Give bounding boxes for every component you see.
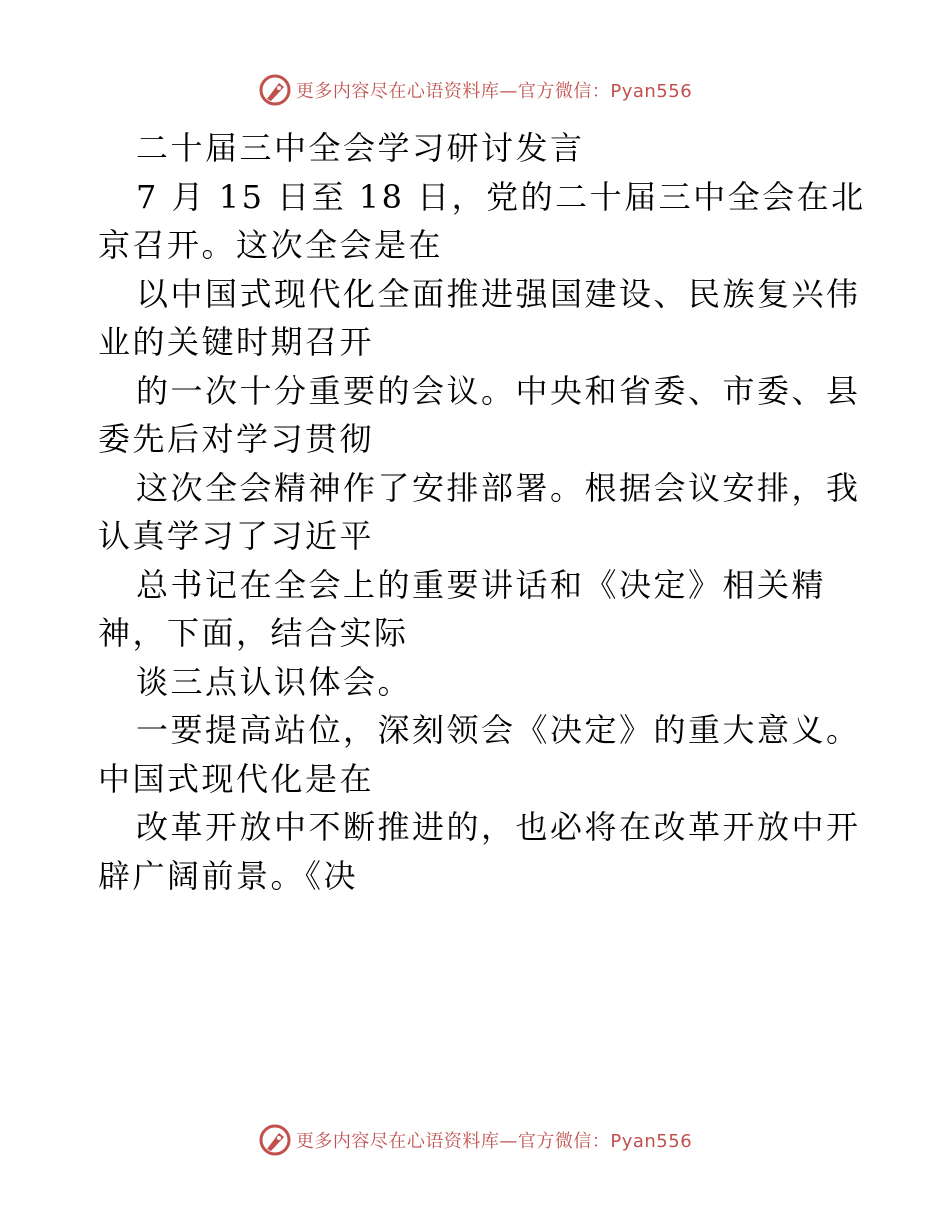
paragraph-line: 改革开放中不断推进的，也必将在改革开放中开 — [136, 808, 861, 846]
watermark-text: 更多内容尽在心语资料库—官方微信：Pyan556 — [295, 81, 693, 102]
paragraph-line: 总书记在全会上的重要讲话和《决定》相关精 — [136, 565, 827, 604]
document-title: 二十届三中全会学习研讨发言 — [136, 129, 585, 167]
document-body — [98, 124, 866, 900]
paragraph-line: 业的关键时期召开 — [98, 323, 375, 361]
paragraph-line: 神，下面，结合实际 — [98, 614, 409, 652]
paragraph-line: 一要提高站位，深刻领会《决定》的重大意义。 — [136, 711, 861, 749]
paragraph-line: 谈三点认识体会。 — [136, 662, 413, 701]
pen-nib-logo-icon — [258, 73, 292, 107]
footer-watermark — [0, 1122, 950, 1158]
paragraph-line: 京召开。这次全会是在 — [98, 226, 444, 264]
paragraph-line: 这次全会精神作了安排部署。根据会议安排，我 — [136, 468, 861, 507]
paragraph-line: 认真学习了习近平 — [98, 517, 375, 555]
paragraph-line: 7 月 15 日至 18 日，党的二十届三中全会在北 — [136, 177, 866, 216]
paragraph-line: 中国式现代化是在 — [98, 759, 375, 798]
paragraph-line: 辟广阔前景。《决 — [98, 856, 359, 895]
paragraph-line: 委先后对学习贯彻 — [98, 420, 375, 458]
watermark-text: 更多内容尽在心语资料库—官方微信：Pyan556 — [295, 1131, 693, 1152]
paragraph-line: 以中国式现代化全面推进强国建设、民族复兴伟 — [136, 274, 861, 313]
pen-nib-logo-icon — [258, 1123, 292, 1157]
paragraph-line: 的一次十分重要的会议。中央和省委、市委、县 — [136, 371, 861, 410]
header-watermark — [0, 72, 950, 108]
